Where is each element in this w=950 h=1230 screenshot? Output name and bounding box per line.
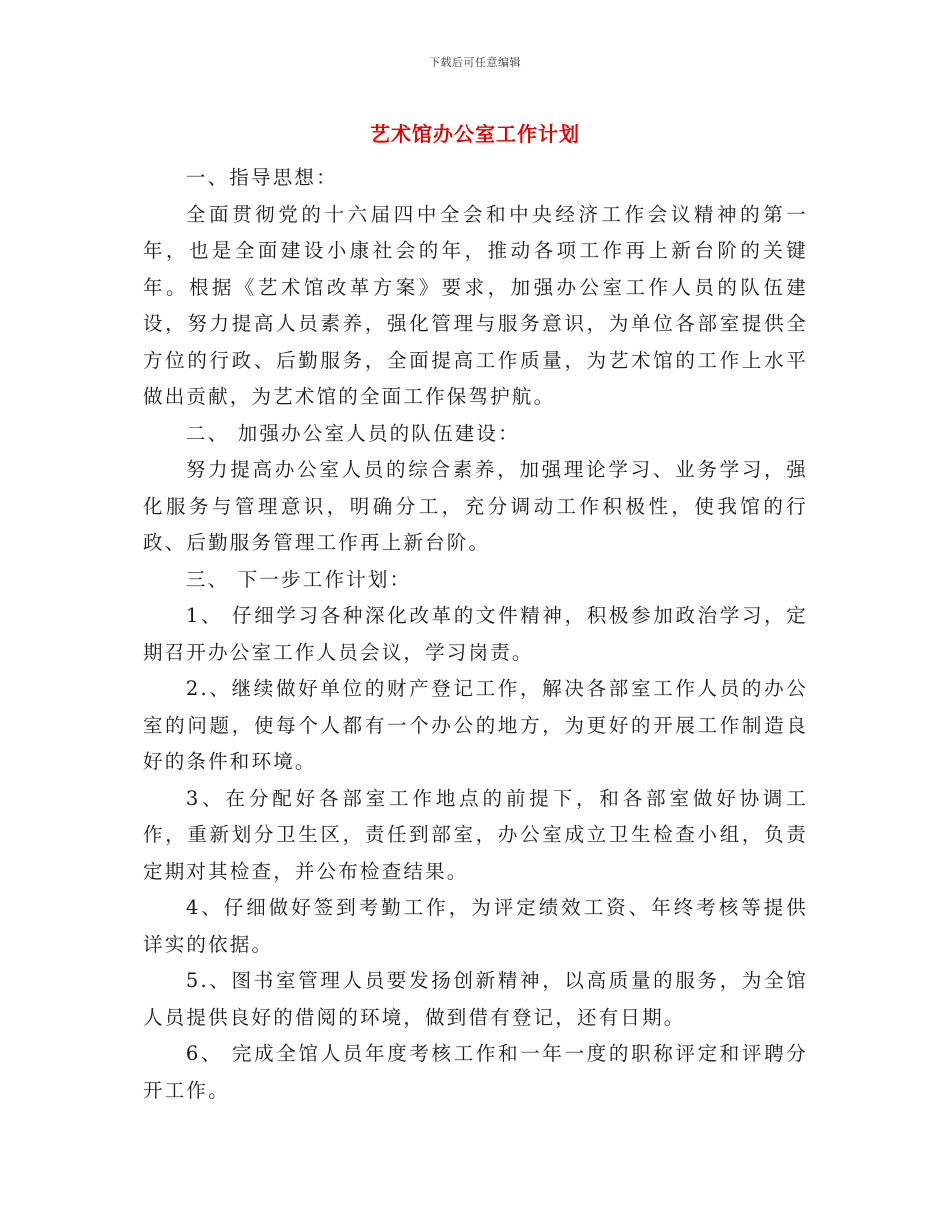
document-body (143, 160, 808, 1109)
section-heading-2: 二、 加强办公室人员的队伍建设： (185, 421, 520, 445)
page-title: 艺术馆办公室工作计划 (370, 122, 580, 146)
plan-item-4: 4、仔细做好签到考勤工作，为评定绩效工资、年终考核等提供详实的依据。 (143, 896, 808, 956)
plan-item-2: 2.、继续做好单位的财产登记工作，解决各部室工作人员的办公室的问题，使每个人都有一个办公的地方，为更好的开展工作制造良好的条件和环境。 (143, 677, 808, 773)
plan-item-6: 6、 完成全馆人员年度考核工作和一年一度的职称评定和评聘分开工作。 (143, 1042, 808, 1102)
section-heading-1: 一、指导思想： (185, 166, 338, 189)
plan-item-3: 3、在分配好各部室工作地点的前提下，和各部室做好协调工作，重新划分卫生区，责任到部室，办公室成立卫生检查小组，负责定期对其检查，并公布检查结果。 (143, 786, 808, 883)
plan-item-5: 5.、图书室管理人员要发扬创新精神，以高质量的服务，为全馆人员提供良好的借阅的环境，做到借有登记，还有日期。 (143, 969, 808, 1029)
paragraph-team-building: 努力提高办公室人员的综合素养，加强理论学习、业务学习，强化服务与管理意识，明确分工，充分调动工作积极性，使我馆的行政、后勤服务管理工作再上新台阶。 (143, 458, 808, 554)
header-note: 下载后可任意编辑 (429, 56, 521, 69)
paragraph-guiding-thought: 全面贯彻党的十六届四中全会和中央经济工作会议精神的第一年，也是全面建设小康社会的年，推动各项工作再上新台阶的关键年。根据《艺术馆改革方案》要求，加强办公室工作人员的队伍建设，努力提高人员素养，强化管理与服务意识，为单位各部室提供全方位的行政、后勤服务，全面提高工作质量，为艺术馆的工作上水平做出贡献，为艺术馆的全面工作保驾护航。 (143, 202, 808, 408)
plan-item-1: 1、 仔细学习各种深化改革的文件精神，积极参加政治学习，定期召开办公室工作人员会议，学习岗责。 (143, 604, 808, 664)
section-heading-3: 三、 下一步工作计划： (185, 567, 412, 591)
